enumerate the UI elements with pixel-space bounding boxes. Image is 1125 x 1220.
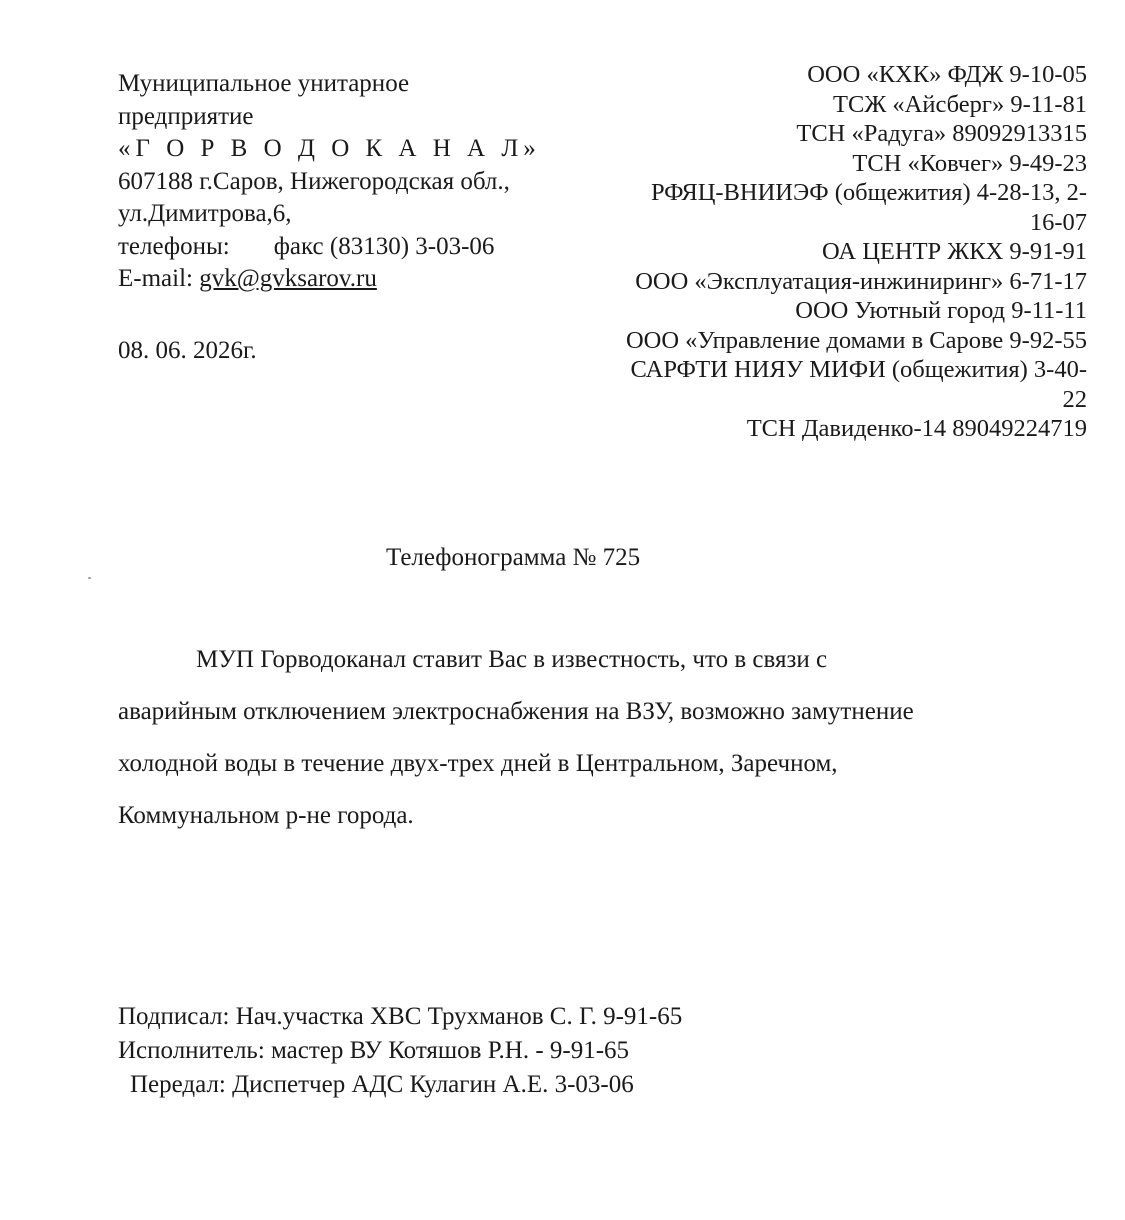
recipient-line: ТСЖ «Айсберг» 9-11-81	[833, 90, 1087, 118]
recipient-line: ООО Уютный город 9-11-11	[795, 297, 1087, 324]
scan-speck	[88, 577, 91, 579]
recipient-line: ООО «Управление домами в Сарове 9-92-55	[625, 326, 1087, 354]
body-line: Коммунальном р-не города.	[118, 802, 414, 829]
recipient-line: 22	[1062, 385, 1087, 413]
signatures-block	[118, 1000, 682, 1102]
recipient-line: 16-07	[1029, 208, 1087, 236]
sender-org-line1: Муниципальное унитарное	[118, 70, 410, 97]
recipient-line: ООО «Эксплуатация-инжиниринг» 6-71-17	[635, 267, 1087, 295]
sender-email-label: E-mail:	[118, 265, 200, 292]
sender-address-city: 607188 г.Саров, Нижегородская обл.,	[118, 167, 510, 195]
sender-org-line2: предприятие	[118, 102, 254, 130]
sender-email-row	[118, 263, 541, 296]
recipients-list	[626, 60, 1087, 444]
body-line: МУП Горводоканал ставит Вас в известность, что в связи с	[196, 646, 828, 673]
recipient-line: ООО «КХК» ФДЖ 9-10-05	[807, 61, 1087, 88]
recipient-line: ТСН Давиденко-14 89049224719	[746, 415, 1087, 442]
document-title: Телефонограмма № 725	[386, 544, 641, 571]
sender-phones-label: телефоны:	[118, 232, 230, 260]
sender-fax: факс (83130) 3-03-06	[273, 232, 495, 260]
recipient-line: ТСН «Радуга» 89092913315	[796, 120, 1087, 147]
recipient-line: САРФТИ НИЯУ МИФИ (общежития) 3-40-	[630, 356, 1087, 383]
sender-org-name: «Г О Р В О Д О К А Н А Л»	[118, 135, 541, 162]
body-line: аварийным отключением электроснабжения на ВЗУ, возможно замутнение	[118, 698, 914, 725]
recipient-line: ОА ЦЕНТР ЖКХ 9-91-91	[821, 238, 1087, 265]
sender-address-street: ул.Димитрова,6,	[118, 200, 292, 227]
recipient-line: ТСН «Ковчег» 9-49-23	[852, 149, 1087, 177]
signed-by-line: Подписал: Нач.участка ХВС Трухманов С. Г. 9-91-65	[118, 1003, 683, 1030]
body-line: холодной воды в течение двух-трех дней в Центральном, Заречном,	[118, 750, 838, 777]
message-body	[118, 634, 1068, 842]
sender-phones-row	[118, 231, 541, 264]
sender-block	[118, 68, 541, 296]
transmitted-by-line: Передал: Диспетчер АДС Кулагин А.Е. 3-03-06	[130, 1071, 634, 1098]
sender-email-link[interactable]: gvk@gvksarov.ru	[199, 265, 377, 292]
recipient-line: РФЯЦ-ВНИИЭФ (общежития) 4-28-13, 2-	[650, 179, 1087, 206]
document-date: 08. 06. 2026г.	[118, 337, 257, 364]
executor-line: Исполнитель: мастер ВУ Котяшов Р.Н. - 9-91-65	[118, 1037, 630, 1064]
